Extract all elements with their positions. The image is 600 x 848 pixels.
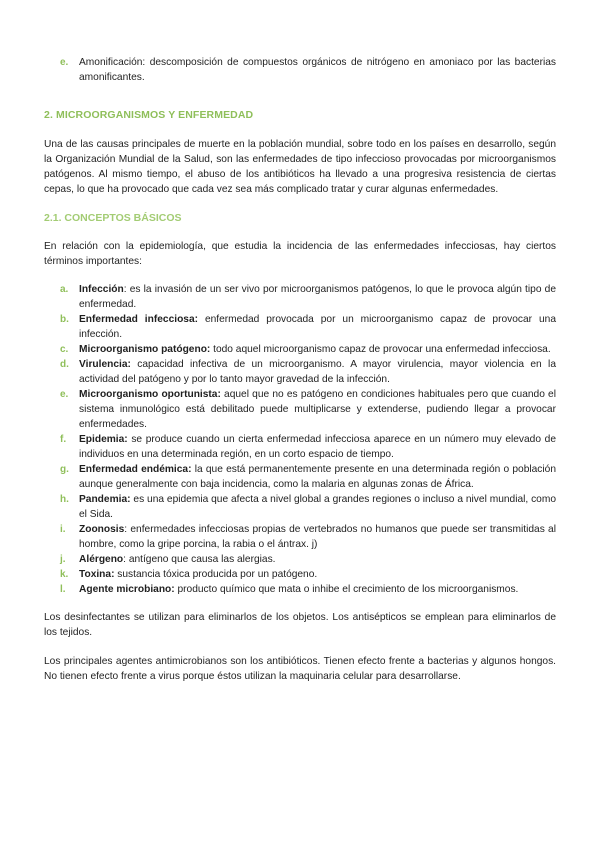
list-item	[44, 522, 556, 552]
term-definition: se produce cuando un cierta enfermedad infecciosa aparece en un número muy elevado de individuos en una determinada región, en un corto espacio de tiempo.	[79, 434, 556, 460]
term-label: Infección	[79, 284, 124, 295]
list-marker: j.	[60, 554, 66, 565]
section-heading-microorganismos: 2. MICROORGANISMOS Y ENFERMEDAD	[44, 109, 254, 121]
term-label: Virulencia:	[79, 359, 131, 370]
term-definition: : enfermedades infecciosas propias de vertebrados no humanos que puede ser transmitidas al hombre, como la gripe porcina, la rabia o el ántrax. j)	[79, 524, 556, 550]
list-item	[44, 312, 556, 342]
list-item	[44, 582, 556, 597]
list-item	[44, 432, 556, 462]
term-definition: enfermedad provocada por un microorganismo capaz de provocar una infección.	[79, 314, 556, 340]
list-marker: e.	[60, 389, 69, 400]
list-marker: e.	[60, 57, 69, 68]
list-item	[44, 342, 556, 357]
term-label: Microorganismo patógeno:	[79, 344, 211, 355]
list-marker: i.	[60, 524, 66, 535]
list-item-text: Amonificación: descomposición de compuestos orgánicos de nitrógeno en amoniaco por las bacterias amonificantes.	[79, 57, 556, 83]
list-marker: f.	[60, 434, 67, 445]
document-page	[44, 55, 556, 684]
term-definition: sustancia tóxica producida por un patógeno.	[114, 569, 318, 580]
list-marker: k.	[60, 569, 69, 580]
list-item	[44, 462, 556, 492]
list-item	[44, 282, 556, 312]
subsection-intro: En relación con la epidemiología, que estudia la incidencia de las enfermedades infecciosas, hay ciertos términos importantes:	[44, 241, 556, 267]
list-marker: b.	[60, 314, 69, 325]
term-label: Enfermedad endémica:	[79, 464, 192, 475]
term-label: Pandemia:	[79, 494, 131, 505]
term-label: Zoonosis	[79, 524, 125, 535]
list-item	[44, 387, 556, 432]
list-marker: h.	[60, 494, 69, 505]
term-label: Toxina:	[79, 569, 115, 580]
list-marker: c.	[60, 344, 69, 355]
concepts-list	[44, 282, 556, 597]
term-label: Agente microbiano:	[79, 584, 175, 595]
paragraph-desinfectantes: Los desinfectantes se utilizan para eliminarlos de los objetos. Los antisépticos se emplean para eliminarlos de los tejidos.	[44, 612, 556, 638]
list-item	[44, 567, 556, 582]
paragraph-antimicrobianos: Los principales agentes antimicrobianos son los antibióticos. Tienen efecto frente a bacterias y algunos hongos. No tienen efecto frente a virus porque éstos utilizan la maquinaria celular para desarrollarse.	[44, 656, 556, 682]
list-marker: g.	[60, 464, 69, 475]
list-item-amonificacion	[44, 55, 556, 85]
term-label: Microorganismo oportunista:	[79, 389, 221, 400]
list-marker: a.	[60, 284, 69, 295]
list-item	[44, 357, 556, 387]
section-paragraph-intro: Una de las causas principales de muerte en la población mundial, sobre todo en los países en desarrollo, según la Organización Mundial de la Salud, son las enfermedades de tipo infeccioso provocadas por microorganismos patógenos. Al mismo tiempo, el abuso de los antibióticos ha llevado a una progresiva resistencia de ciertas cepas, lo que ha provocado que cada vez sea más complicado tratar y curar algunas enfermedades.	[44, 139, 556, 195]
term-definition: todo aquel microorganismo capaz de provocar una enfermedad infecciosa.	[210, 344, 551, 355]
term-definition: producto químico que mata o inhibe el crecimiento de los microorganismos.	[174, 584, 519, 595]
list-marker: d.	[60, 359, 69, 370]
list-item	[44, 552, 556, 567]
subsection-heading-conceptos: 2.1. CONCEPTOS BÁSICOS	[44, 212, 182, 224]
term-definition: la que está permanentemente presente en una determinada región o población aunque generalmente con baja incidencia, como la malaria en algunas zonas de África.	[79, 464, 556, 490]
term-definition: capacidad infectiva de un microorganismo. A mayor virulencia, mayor violencia en la actividad del patógeno y por lo tanto mayor gravedad de la infección.	[79, 359, 556, 385]
list-marker: l.	[60, 584, 66, 595]
term-definition: es una epidemia que afecta a nivel global a grandes regiones o incluso a nivel mundial, como el Sida.	[79, 494, 556, 520]
term-label: Alérgeno	[79, 554, 124, 565]
list-item	[44, 492, 556, 522]
term-definition: : antígeno que causa las alergias.	[123, 554, 276, 565]
term-label: Epidemia:	[79, 434, 128, 445]
term-definition: aquel que no es patógeno en condiciones habituales pero que cuando el sistema inmunológico está debilitado puede multiplicarse y extenderse, pudiendo llegar a provocar enfermedades.	[79, 389, 556, 430]
term-label: Enfermedad infecciosa:	[79, 314, 199, 325]
term-definition: : es la invasión de un ser vivo por microorganismos patógenos, lo que le provoca algún tipo de enfermedad.	[79, 284, 556, 310]
